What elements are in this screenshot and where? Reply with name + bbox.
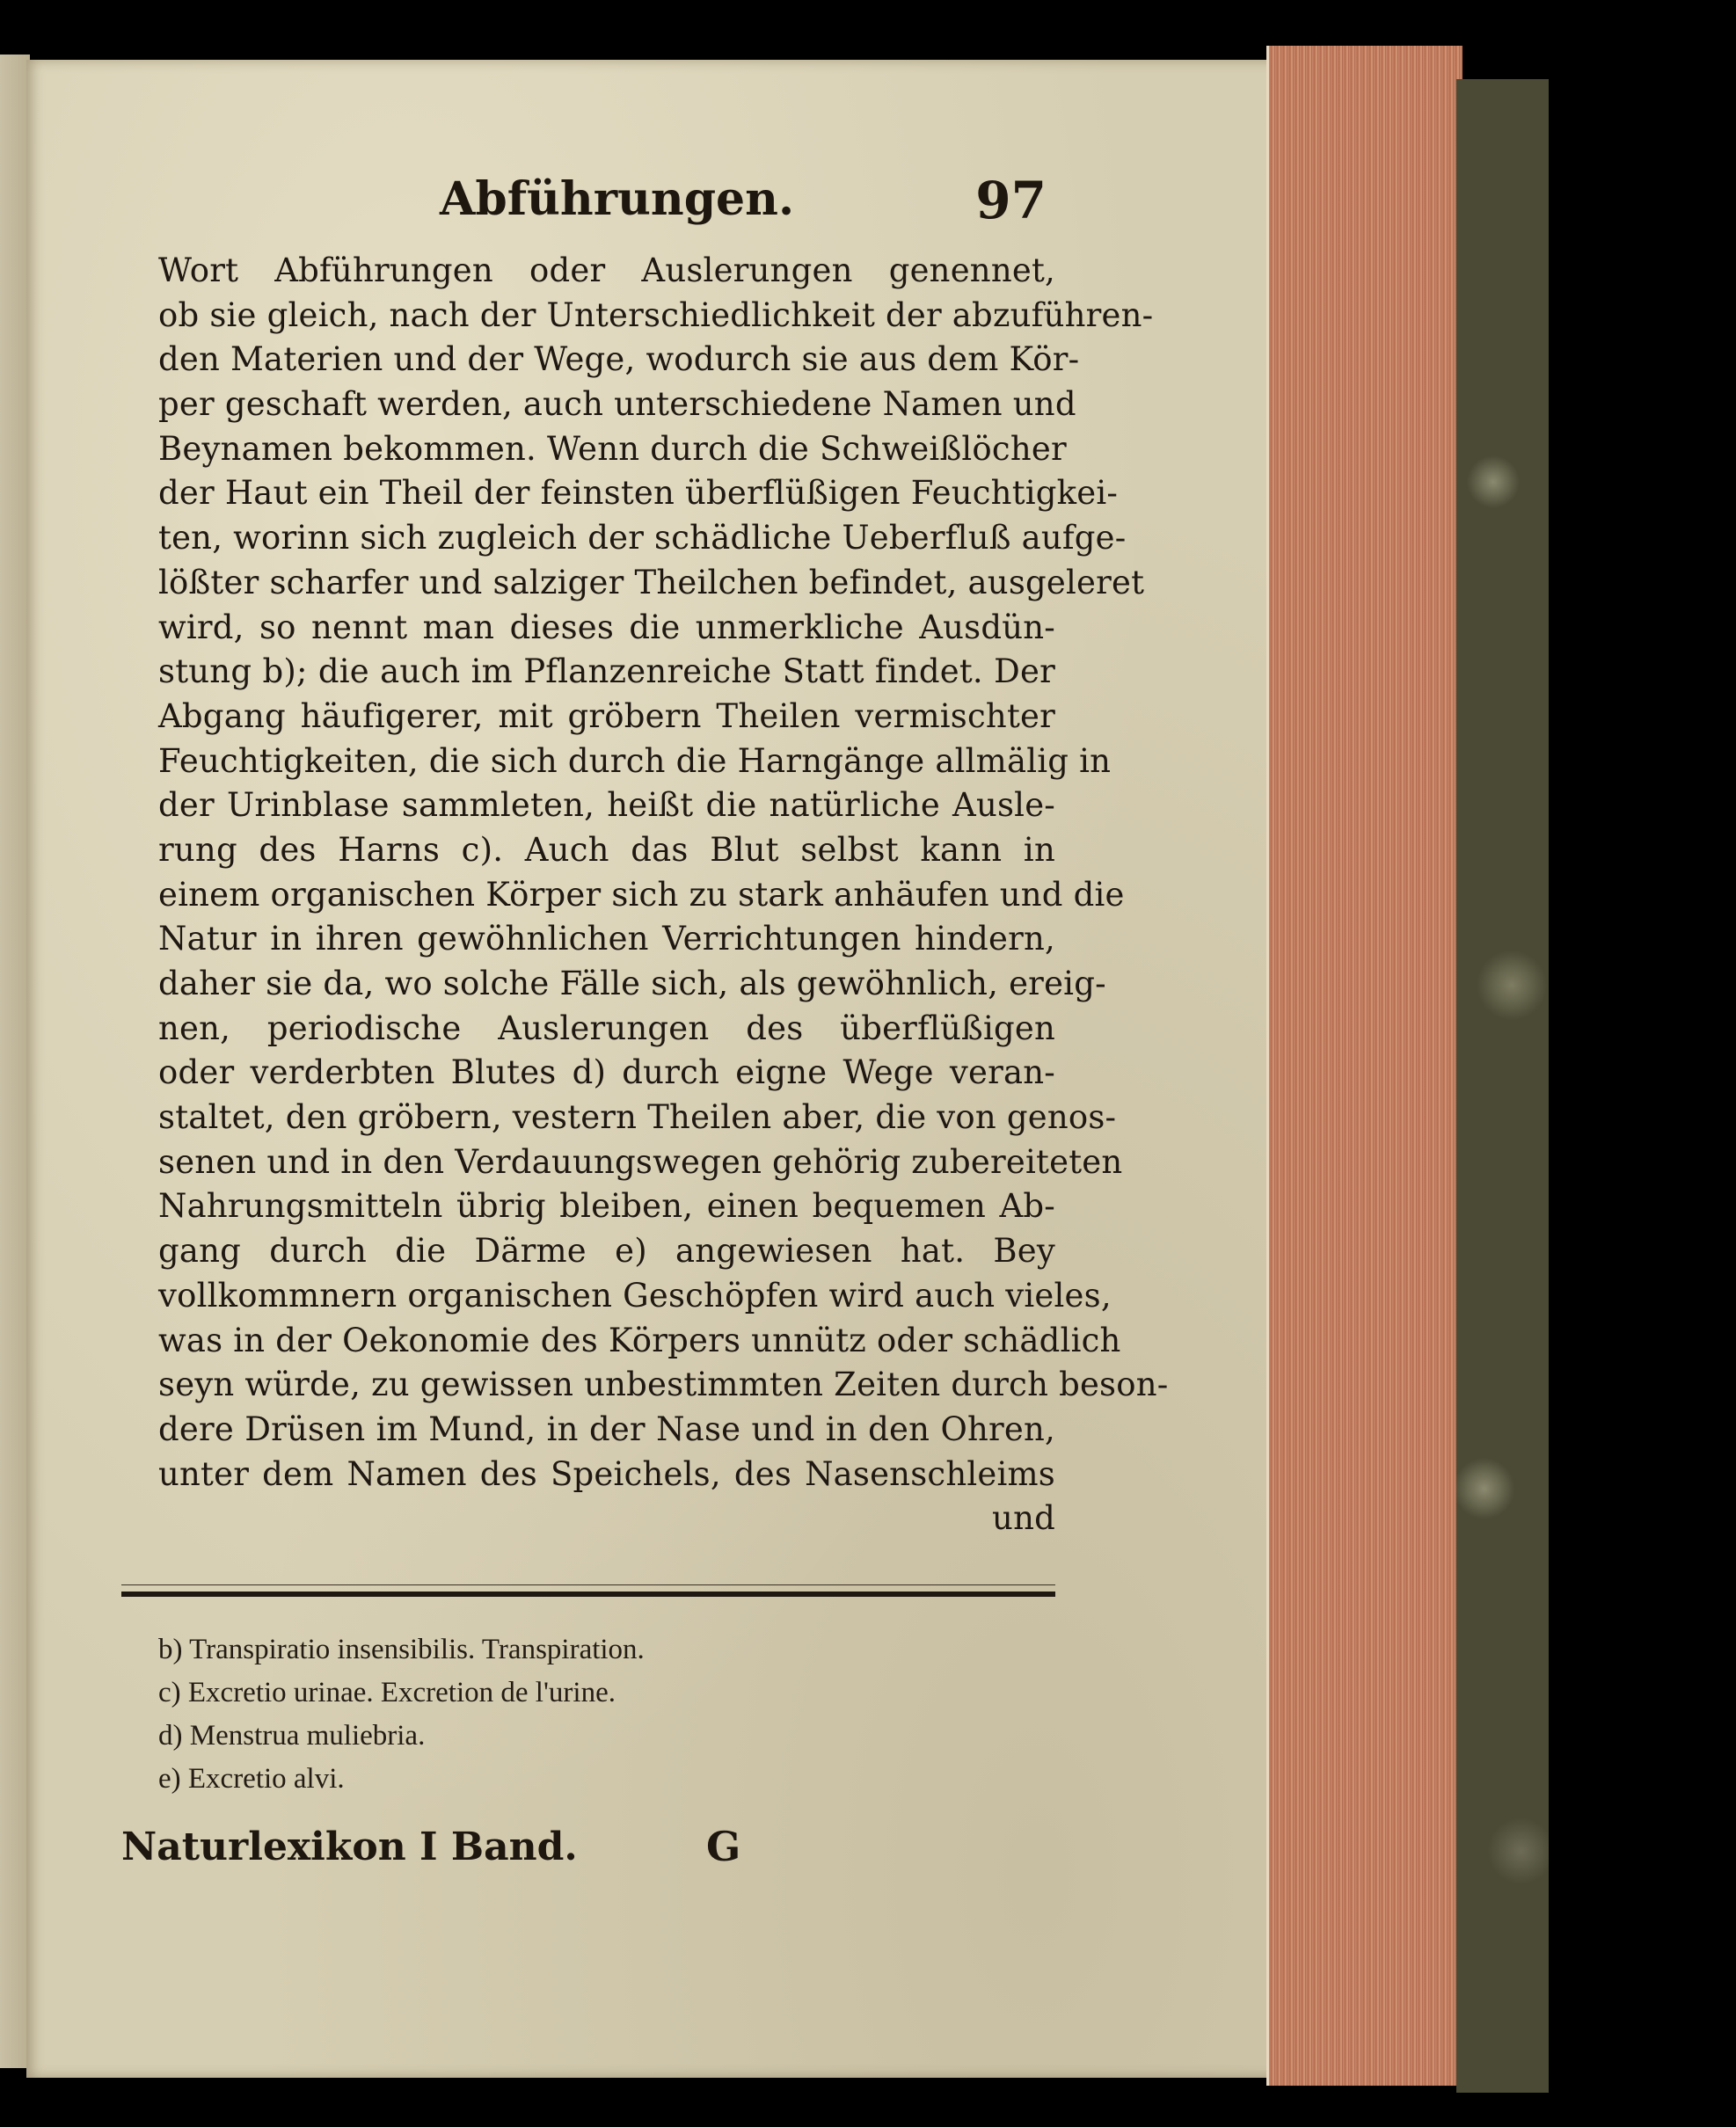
catchword: und bbox=[992, 1499, 1055, 1538]
signature-text: Naturlexikon I Band. bbox=[121, 1825, 578, 1869]
text-line: unter dem Namen des Speichels, des Nasenschleims bbox=[158, 1454, 1055, 1493]
body-text bbox=[158, 249, 1169, 1541]
footnote-c: c) Excretio urinae. Excretion de l'urine. bbox=[158, 1677, 616, 1708]
running-title: Abführungen. bbox=[440, 172, 795, 226]
footnotes bbox=[158, 1628, 1038, 1801]
page-block-edges bbox=[1266, 46, 1462, 2086]
text-line: Beynamen bekommen. Wenn durch die Schweißlöcher bbox=[158, 429, 1067, 468]
text-line: dere Drüsen im Mund, in der Nase und in den Ohren, bbox=[158, 1410, 1055, 1448]
previous-page-edge bbox=[0, 55, 30, 2068]
text-line: gang durch die Därme e) angewiesen hat. Bey bbox=[158, 1232, 1055, 1271]
text-line: der Urinblase sammleten, heißt die natürliche Ausle- bbox=[158, 786, 1055, 825]
text-line: was in der Oekonomie des Körpers unnütz oder schädlich bbox=[158, 1321, 1121, 1359]
text-line: daher sie da, wo solche Fälle sich, als gewöhnlich, ereig- bbox=[158, 965, 1106, 1002]
footnote-d: d) Menstrua muliebria. bbox=[158, 1720, 426, 1752]
text-line: der Haut ein Theil der feinsten überflüßigen Feuchtigkei- bbox=[158, 474, 1119, 513]
footnote-e: e) Excretio alvi. bbox=[158, 1763, 345, 1795]
text-line: oder verderbten Blutes d) durch eigne Wege veran- bbox=[158, 1053, 1055, 1092]
text-line: nen, periodische Auslerungen des überflüßigen bbox=[158, 1009, 1055, 1047]
text-line: ten, worinn sich zugleich der schädliche Ueberfluß aufge- bbox=[158, 519, 1127, 557]
text-line: Natur in ihren gewöhnlichen Verrichtungen hindern, bbox=[158, 920, 1055, 958]
text-line: wird, so nennt man dieses die unmerkliche Ausdün- bbox=[158, 608, 1055, 646]
text-line: Feuchtigkeiten, die sich durch die Harngänge allmälig in bbox=[158, 741, 1112, 780]
footnote-rule-thin bbox=[121, 1584, 1055, 1585]
footnote-rule bbox=[121, 1592, 1055, 1597]
text-line: ob sie gleich, nach der Unterschiedlichkeit der abzuführen- bbox=[158, 295, 1154, 334]
page-number: 97 bbox=[975, 171, 1047, 230]
text-line: lößter scharfer und salziger Theilchen befindet, ausgeleret bbox=[158, 563, 1145, 601]
text-line: Nahrungsmitteln übrig bleiben, einen bequemen Ab- bbox=[158, 1187, 1055, 1226]
signature-line bbox=[121, 1825, 1055, 1886]
footnote-b: b) Transpiratio insensibilis. Transpiration. bbox=[158, 1634, 645, 1665]
text-line: stung b); die auch im Pflanzenreiche Statt findet. Der bbox=[158, 652, 1055, 691]
running-head bbox=[158, 172, 1047, 243]
text-line: seyn würde, zu gewissen unbestimmten Zeiten durch beson- bbox=[158, 1366, 1169, 1404]
text-line: einem organischen Körper sich zu stark anhäufen und die bbox=[158, 875, 1125, 914]
text-line: per geschaft werden, auch unterschiedene Namen und bbox=[158, 385, 1076, 424]
text-line: staltet, den gröbern, vestern Theilen aber, die von genos- bbox=[158, 1098, 1117, 1137]
text-line: rung des Harns c). Auch das Blut selbst kann in bbox=[158, 830, 1055, 869]
text-line: senen und in den Verdauungswegen gehörig zubereiteten bbox=[158, 1142, 1123, 1181]
marbled-cover bbox=[1456, 79, 1549, 2093]
text-line: Wort Abführungen oder Auslerungen genennet, bbox=[158, 251, 1055, 289]
text-line: den Materien und der Wege, wodurch sie aus dem Kör- bbox=[158, 340, 1080, 379]
text-line: vollkommnern organischen Geschöpfen wird auch vieles, bbox=[158, 1276, 1112, 1315]
signature-mark: G bbox=[706, 1823, 741, 1870]
text-line: Abgang häufigerer, mit gröbern Theilen vermischter bbox=[158, 696, 1055, 735]
